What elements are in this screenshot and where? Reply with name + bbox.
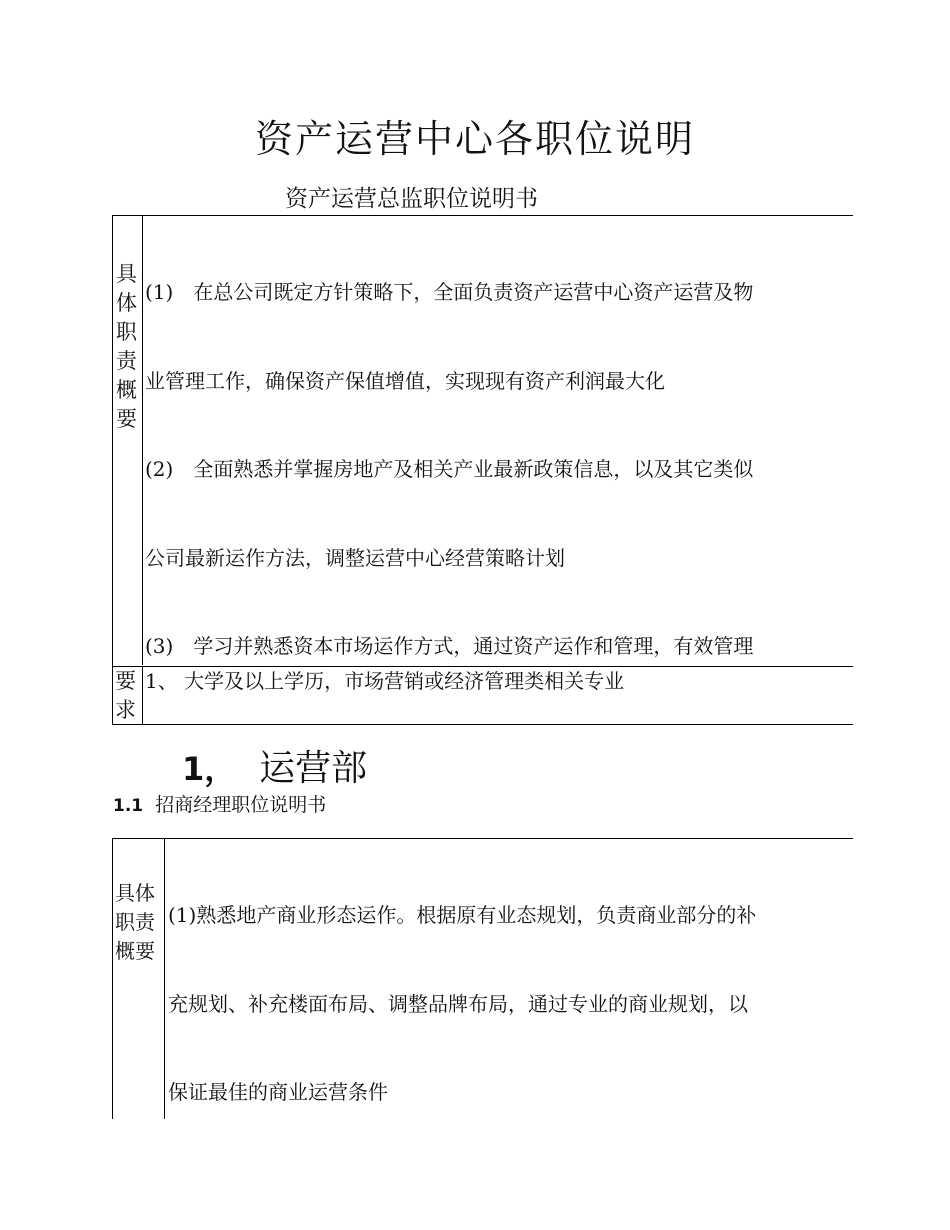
section-name: 运营部 [259, 748, 368, 789]
duty-line: 公司最新运作方法，调整运营中心经营策略计划 [145, 545, 565, 570]
section-heading [182, 740, 367, 791]
manager-duties-header-cell [113, 839, 165, 1119]
duty-line: 保证最佳的商业运营条件 [168, 1080, 388, 1104]
requirements-header-cell [113, 667, 143, 725]
duties-header-label: 具体职责概要 [116, 262, 137, 431]
duties-content [145, 219, 853, 725]
duty-line: (1)熟悉地产商业形态运作。根据原有业态规划，负责商业部分的补 [168, 903, 757, 927]
duty-line: (3) 学习并熟悉资本市场运作方式，通过资产运作和管理，有效管理 [145, 634, 754, 658]
director-duties-table [112, 215, 853, 725]
manager-duties-header-label: 具体职责概要 [115, 881, 155, 963]
duty-line: (2) 全面熟悉并掌握房地产及相关产业最新政策信息，以及其它类似 [145, 457, 754, 481]
subsection-name: 招商经理职位说明书 [155, 794, 327, 816]
director-job-title: 资产运营总监职位说明书 [285, 186, 538, 212]
page-title: 资产运营中心各职位说明 [254, 117, 695, 161]
subsection-number: 1.1 [113, 796, 144, 816]
duties-header-cell [113, 216, 143, 665]
duty-line: 充规划、补充楼面布局、调整品牌布局，通过专业的商业规划，以 [168, 991, 748, 1016]
subsection-heading [113, 790, 326, 817]
requirements-header-label: 要求 [115, 669, 136, 722]
manager-duties-table [112, 838, 853, 1119]
requirements-row [113, 666, 853, 725]
manager-duties-content [168, 842, 853, 1119]
duty-line: 业管理工作，确保资产保值增值，实现现有资产利润最大化 [145, 368, 665, 393]
section-number: 1， [182, 750, 237, 788]
duty-line: (1) 在总公司既定方针策略下，全面负责资产运营中心资产运营及物 [145, 280, 754, 304]
requirement-line: 1、 大学及以上学历，市场营销或经济管理类相关专业 [145, 669, 625, 693]
